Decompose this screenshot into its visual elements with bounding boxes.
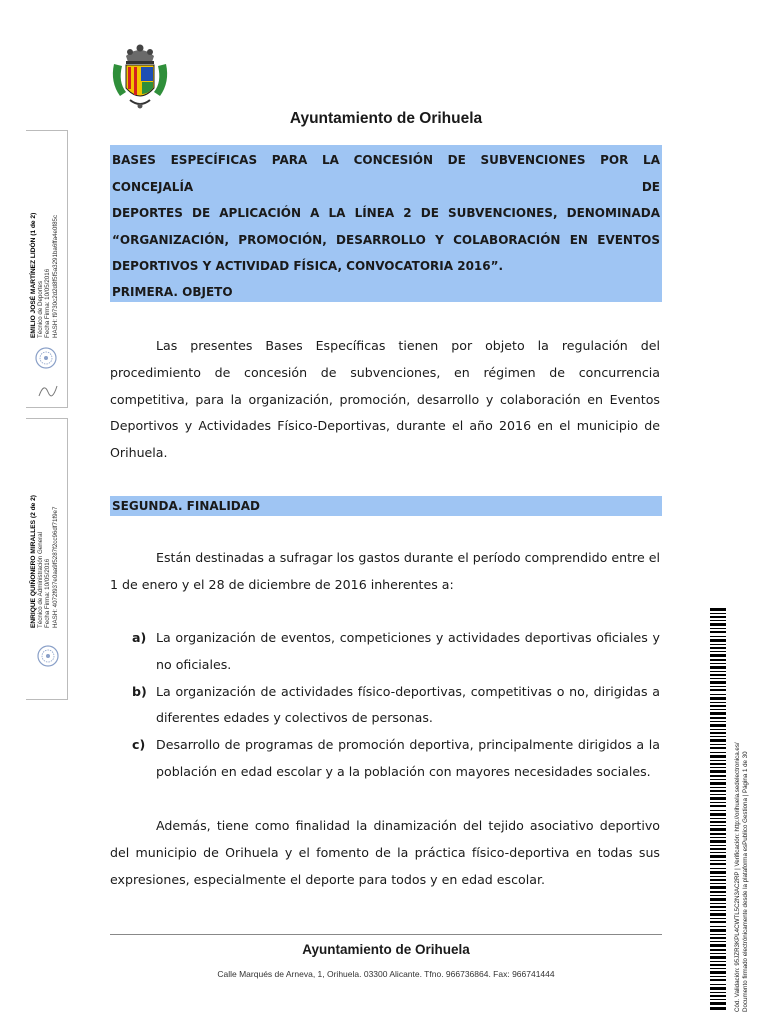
text-line: no oficiales. <box>156 656 232 672</box>
footer-title: Ayuntamiento de Orihuela <box>302 942 470 957</box>
list-item <box>110 679 660 733</box>
handwritten-signature-icon <box>36 378 60 402</box>
verification-code: Cód. Validación: 95JZR3KPL4CWTL5C2N3AC2RP | Verificación: http://orihuela.sedelectronica.es/ <box>734 742 741 1012</box>
signature-date: Fecha Firma: 10/05/2016 <box>44 268 52 338</box>
coat-of-arms-logo <box>106 42 174 112</box>
paragraph-finalidad-closing <box>110 813 660 893</box>
list-marker: b) <box>132 683 147 699</box>
seal-icon <box>36 644 60 668</box>
signature-date: Fecha Firma: 10/05/2016 <box>44 558 52 628</box>
text-line: diferentes edades y colectivos de personas. <box>156 710 433 726</box>
text-line: procedimiento de concesión de subvenciones, en régimen de concurrencia <box>110 364 660 380</box>
text-line: Orihuela. <box>110 445 168 461</box>
signature-hash: HASH: f9730c2d2d8f5f5a3291ba6ffa4e0f85c <box>51 214 59 338</box>
footer-divider <box>110 934 662 935</box>
text-line: del municipio de Orihuela y el fomento de la práctica físico-deportiva en todas sus <box>110 844 660 860</box>
list-marker: a) <box>132 630 147 645</box>
paragraph-objeto <box>110 333 660 467</box>
text-line: Las presentes Bases Específicas tienen por objeto la regulación del <box>156 338 660 353</box>
footer-address: Calle Marqués de Arneva, 1, Orihuela. 03300 Alicante. Tfno. 966736864. Fax: 966741444 <box>217 969 555 979</box>
text-line: Están destinadas a sufragar los gastos durante el período comprendido entre el <box>156 550 660 565</box>
title-line: BASES ESPECÍFICAS PARA LA CONCESIÓN DE SUBVENCIONES POR LA CONCEJALÍA DE <box>112 153 660 194</box>
text-line: 1 de enero y el 28 de diciembre de 2016 inherentes a: <box>110 576 454 592</box>
signature-2-text <box>30 495 59 628</box>
title-line: DEPORTIVOS Y ACTIVIDAD FÍSICA, CONVOCATORIA 2016”. <box>112 259 504 273</box>
section-heading-segunda: SEGUNDA. FINALIDAD <box>110 496 662 516</box>
finalidad-list <box>110 625 660 786</box>
signature-hash: HASH: 4072f937e0aa9f5287f2cc96df71f9e7 <box>51 506 59 628</box>
text-line: Desarrollo de programas de promoción deportiva, principalmente dirigidos a la <box>156 737 660 753</box>
list-marker: c) <box>132 737 146 753</box>
barcode-icon <box>710 608 726 1010</box>
text-line: La organización de actividades físico-deportivas, competitivas o no, dirigidas a <box>156 683 660 699</box>
title-line: DEPORTES DE APLICACIÓN A LA LÍNEA 2 DE SUBVENCIONES, DENOMINADA <box>112 206 660 220</box>
section-heading-primera: PRIMERA. OBJETO <box>110 282 662 302</box>
list-item <box>110 732 660 786</box>
text-line: expresiones, especialmente el deporte para todos y en edad escolar. <box>110 871 545 887</box>
text-line: población en edad escolar y a la población con mayores necesidades sociales. <box>156 763 651 779</box>
text-line: competitiva, para la organización, promoción, desarrollo y colaboración en Eventos <box>110 391 660 407</box>
title-line: “ORGANIZACIÓN, PROMOCIÓN, DESARROLLO Y COLABORACIÓN EN EVENTOS <box>112 232 660 247</box>
text-line: Deportivos y Actividades Físico-Deportivas, durante el año 2016 en el municipio de <box>110 418 660 434</box>
text-line: Además, tiene como finalidad la dinamización del tejido asociativo deportivo <box>156 818 660 833</box>
page-header-title: Ayuntamiento de Orihuela <box>289 110 483 127</box>
signer-role: Técnico de Deportes <box>37 280 45 338</box>
signer-name: EMILIO JOSÉ MARTÍNEZ LIDÓN (1 de 2) <box>30 212 37 338</box>
verification-platform: Documento firmado electrónicamente desde la plataforma esPublico Gestiona | Página 1 de 30 <box>742 751 749 1012</box>
paragraph-finalidad-intro <box>110 545 660 599</box>
seal-icon <box>34 346 58 370</box>
document-title <box>110 145 662 286</box>
signer-name: ENRIQUE QUIÑONERO MIRALLES (2 de 2) <box>30 495 37 628</box>
signer-role: Técnico de Administración General <box>37 532 45 628</box>
list-item <box>110 625 660 679</box>
text-line: La organización de eventos, competiciones y actividades deportivas oficiales y <box>156 630 660 645</box>
verification-text <box>734 742 750 1012</box>
signature-1-text <box>30 213 59 338</box>
